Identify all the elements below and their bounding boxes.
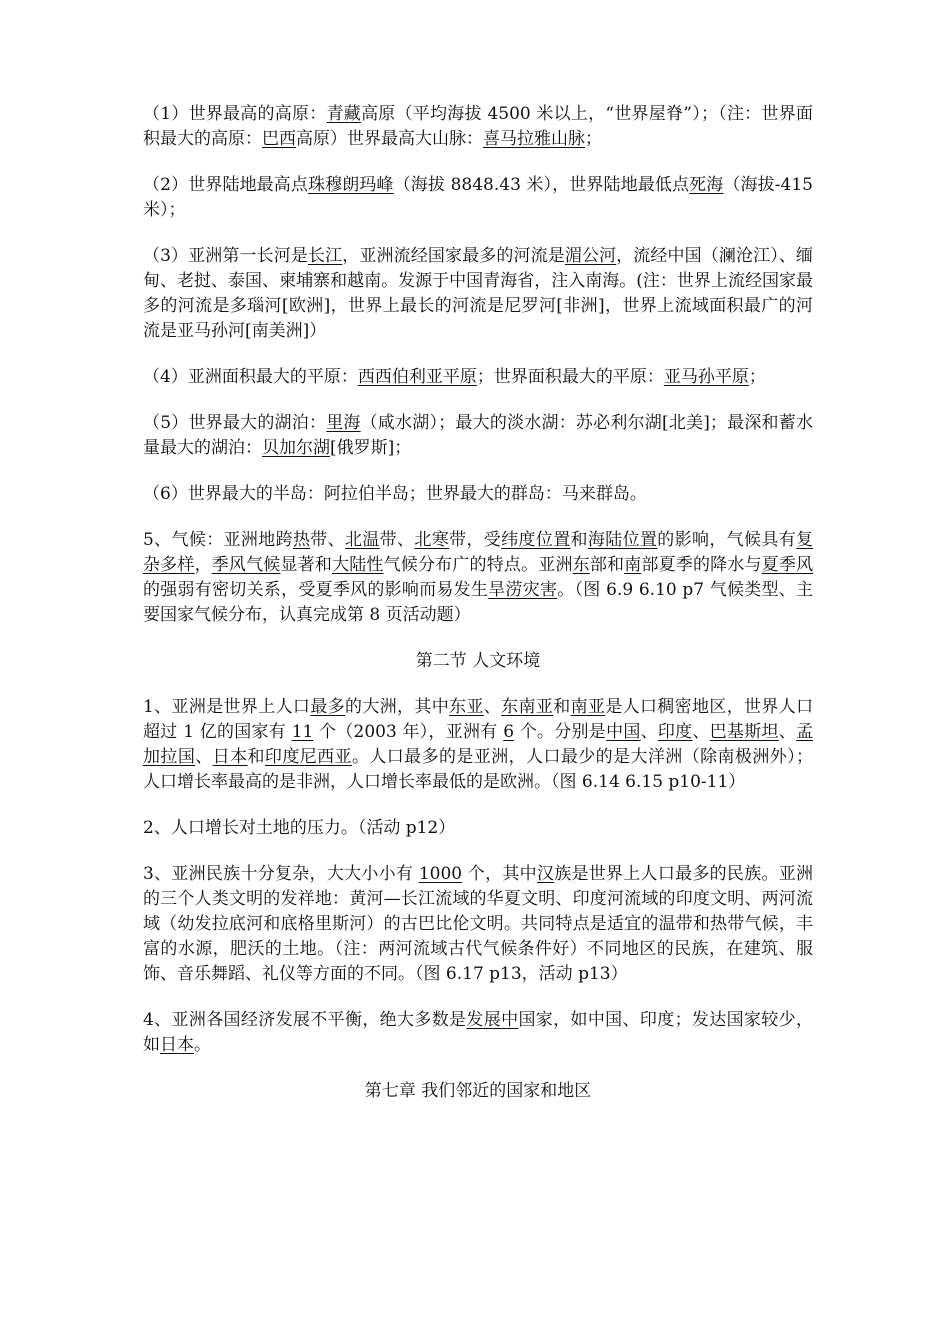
text-run: 的大洲，其中 [345,697,450,717]
underlined-term: 印度尼西亚 [264,747,352,767]
text-run: （5）世界最大的湖泊： [143,413,327,433]
paragraph [143,173,813,223]
text-run: 和 [553,697,571,717]
text-run: 高原）世界最高大山脉： [296,129,483,149]
paragraph [143,695,813,795]
underlined-term: 巴西 [262,129,296,149]
paragraph [143,1008,813,1058]
text-run: （1）世界最高的高原： [143,104,327,124]
text-run: 、 [778,722,797,742]
text-run: ； [748,367,766,387]
text-run: （海拔-415 米）； [143,175,813,220]
text-run: 的影响，气候具有 [657,530,797,550]
text-run: 、 [640,722,658,742]
text-run: 显著和 [280,555,333,575]
underlined-term: 季风气候 [211,555,281,575]
underlined-term: 纬度位置 [501,530,571,550]
underlined-term: 热 [292,530,311,550]
underlined-term: 汉 [536,864,555,884]
paragraph [143,411,813,461]
text-run: 国家，如中国、印度；发达国家较少，如 [143,1010,813,1055]
text-run: ，亚洲流经国家最多的河流是 [342,246,565,266]
text-run: 个（2003 年），亚洲有 [313,722,504,742]
document-page [143,102,813,1125]
underlined-term: 1000 [418,864,463,884]
text-run: 和 [247,747,265,767]
underlined-term: 长江 [308,246,343,266]
text-run: 。 [194,1035,211,1055]
text-run: 高原（平均海拔 4500 米以上，“世界屋脊”）；（注：世界面积最大的高原： [143,104,813,149]
underlined-term: 巴基斯坦 [709,722,779,742]
text-run: 2、人口增长对土地的压力。（活动 p12） [143,818,456,838]
paragraph [143,102,813,152]
text-run: 部和 [589,555,625,575]
text-run: （咸水湖）；最大的淡水湖：苏必利尔湖[北美]；最深和蓄水量最大的湖泊： [143,413,813,458]
underlined-term: 北温 [345,530,380,550]
natural-features-section [143,102,813,628]
paragraph [143,244,813,344]
text-run: 1、亚洲是世界上人口 [143,697,311,717]
text-run: （3）亚洲第一长河是 [143,246,309,266]
human-environment-section [143,695,813,1058]
text-run: 。（图 6.9 6.10 p7 气候类型、主要国家气候分布，认真完成第 8 页活动题） [143,580,814,625]
underlined-term: 南亚 [570,697,606,717]
text-run: ， [194,555,212,575]
underlined-term: 西西伯利亚平原 [357,367,477,387]
text-run: 带，受 [449,530,502,550]
underlined-term: 死海 [689,175,724,195]
underlined-term: 日本 [160,1035,194,1055]
text-run: 带、 [310,530,345,550]
text-run: （2）世界陆地最高点 [143,175,309,195]
underlined-term: 大陆性 [332,555,384,575]
underlined-term: 北寒 [414,530,450,550]
text-run: （6）世界最大的半岛：阿拉伯半岛；世界最大的群岛：马来群岛。 [143,484,647,504]
text-run: 部夏季的降水与 [641,555,762,575]
underlined-term: 里海 [326,413,361,433]
text-run: 个，其中 [462,864,537,884]
chapter-heading: 第七章 我们邻近的国家和地区 [364,1081,592,1101]
text-run: 。人口最多的是亚洲，人口最少的是大洋洲（除南极洲外）；人口增长率最高的是非洲，人口增长率最低的是欧洲。（图 6.14 6.15 p10-11） [143,747,814,792]
underlined-term: 青藏 [326,104,362,124]
underlined-term: 东亚 [449,697,484,717]
text-run: 、 [483,697,502,717]
underlined-term: 东南亚 [501,697,554,717]
text-run: （海拔 8848.43 米），世界陆地最低点 [393,175,690,195]
text-run: 和 [570,530,588,550]
underlined-term: 11 [291,722,314,742]
paragraph [143,816,813,841]
text-run: [俄罗斯]； [330,438,412,458]
text-run: 个。分别是 [514,722,607,742]
underlined-term: 湄公河 [564,246,617,266]
text-run: 4、亚洲各国经济发展不平衡，绝大多数是 [143,1010,467,1030]
text-run: 带、 [379,530,415,550]
text-run: 是人口稠密地区，世界人口超过 1 亿的国家有 [143,697,814,742]
underlined-term: 6 [503,722,515,742]
underlined-term: 珠穆朗玛峰 [308,175,394,195]
text-run: （4）亚洲面积最大的平原： [143,367,358,387]
text-run: 气候分布广的特点。亚洲 [383,555,573,575]
underlined-term: 最多 [310,697,345,717]
text-run: 、 [692,722,710,742]
underlined-term: 旱涝灾害 [488,580,558,600]
underlined-term: 夏季风 [761,555,814,575]
paragraph [143,528,813,628]
underlined-term: 中国 [606,722,641,742]
text-run: ；世界面积最大的平原： [476,367,664,387]
text-run: ； [585,129,602,149]
section-heading: 第二节 人文环境 [415,651,541,671]
paragraph [143,482,813,507]
text-run: 、 [195,747,213,767]
underlined-term: 贝加尔湖 [262,438,330,458]
text-run: 族是世界上人口最多的民族。亚洲的三个人类文明的发祥地：黄河—长江流域的华夏文明、印度河流域的印度文明、两河流域（幼发拉底河和底格里斯河）的古巴比伦文明。共同特点是适宜的温带和热带气候，丰富的水源，肥沃的土地。（注：两河流域古代气候条件好）不同地区的民族，在建筑、服饰、音乐舞蹈、礼仪等方面的不同。（图 6.17 p13，活动 p13） [143,864,814,984]
underlined-term: 东 [572,555,590,575]
underlined-term: 复杂多样 [143,530,814,575]
underlined-term: 发展中 [466,1010,519,1030]
underlined-term: 孟加拉国 [143,722,814,767]
text-run: 的强弱有密切关系，受夏季风的影响而易发生 [143,580,489,600]
text-run: ，流经中国（澜沧江）、缅甸、老挝、泰国、柬埔寨和越南。发源于中国青海省，注入南海。(注：世界上流经国家最多的河流是多瑙河[欧洲]，世界上最长的河流是尼罗河[非洲]，世界上流域面积最广的河流是亚马孙河[南美洲]） [143,246,814,341]
underlined-term: 喜马拉雅山脉 [483,129,585,149]
paragraph [143,862,813,987]
underlined-term: 日本 [212,747,248,767]
paragraph [143,365,813,390]
text-run: 5、气候：亚洲地跨 [143,530,293,550]
underlined-term: 海陆位置 [587,530,658,550]
text-run: 3、亚洲民族十分复杂，大大小小有 [143,864,419,884]
underlined-term: 印度 [657,722,693,742]
underlined-term: 南 [624,555,642,575]
underlined-term: 亚马孙平原 [663,367,749,387]
